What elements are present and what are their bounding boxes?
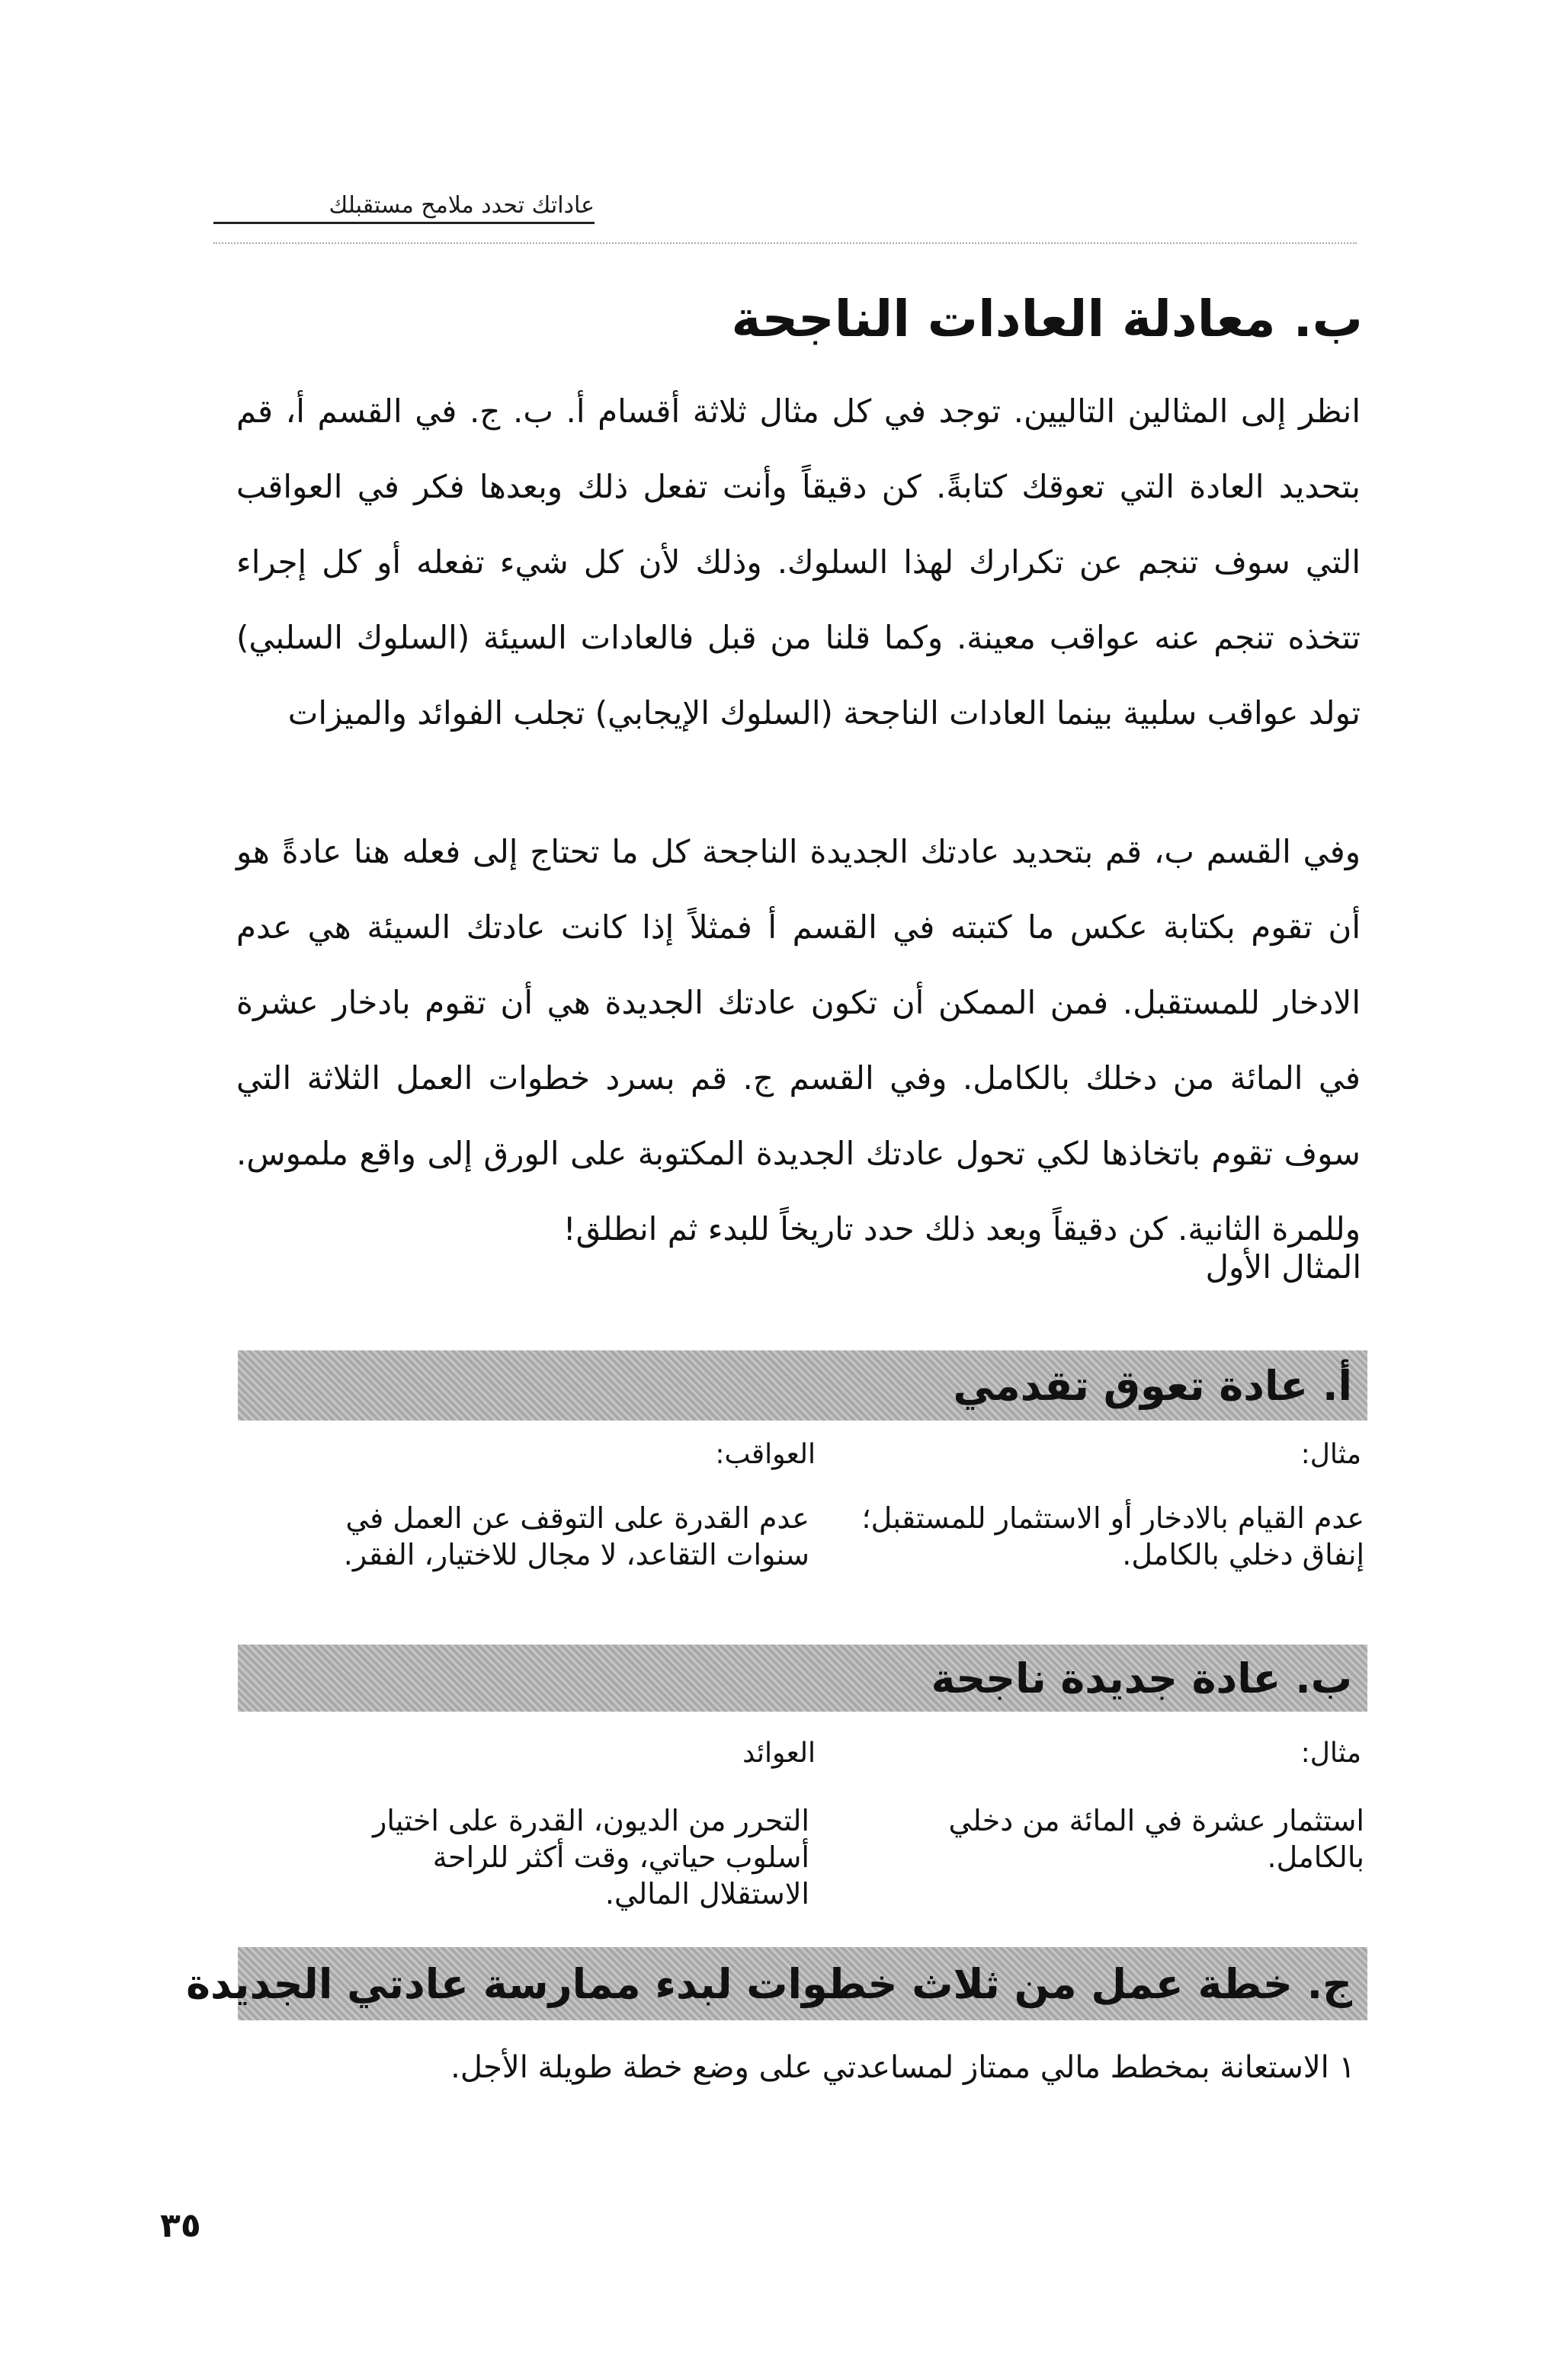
heading-a: أ. عادة تعوق تقدمي	[953, 1361, 1352, 1410]
text-example-b: استثمار عشرة في المائة من دخلي بالكامل.	[948, 1804, 1364, 1874]
heading-b: ب. عادة جديدة ناجحة	[931, 1654, 1352, 1703]
text-example-a: عدم القيام بالادخار أو الاستثمار للمستقبل؛ إنفاق دخلي بالكامل.	[861, 1501, 1364, 1571]
page-number: ٣٥	[160, 2206, 201, 2245]
label-benefits: العوائد	[742, 1738, 816, 1769]
heading-c: ج. خطة عمل من ثلاث خطوات لبدء ممارسة عادتي الجديدة	[186, 1959, 1352, 2008]
paragraph-1: انظر إلى المثالين التاليين. توجد في كل مثال ثلاثة أقسام أ. ب. ج. في القسم أ، قم بتحديد العادة التي تعوقك كتابةً. كن دقيقاً وأنت تفعل ذلك وبعدها فكر في العواقب التي سوف تنجم عن تكرارك لهذا السلوك. وذلك لأن كل شيء تفعله أو كل إجراء تتخذه تنجم عنه عواقب معينة. وكما قلنا من قبل فالعادات السيئة (السلوك السلبي) تولد عواقب سلبية بينما العادات الناجحة (السلوك الإيجابي) تجلب الفوائد والميزات	[236, 392, 1361, 732]
example-label: المثال الأول	[1205, 1248, 1361, 1286]
label-example-b: مثال:	[1300, 1738, 1361, 1769]
text-consequences: عدم القدرة على التوقف عن العمل في سنوات التقاعد، لا مجال للاختيار، الفقر.	[343, 1501, 809, 1571]
header-divider	[213, 242, 1357, 244]
heading-bar-a	[238, 1350, 1367, 1421]
section-title: ب. معادلة العادات الناجحة	[731, 290, 1363, 348]
paragraph-2: وفي القسم ب، قم بتحديد عادتك الجديدة الناجحة كل ما تحتاج إلى فعله هنا عادةً هو أن تقوم بكتابة عكس ما كتبته في القسم أ فمثلاً إذا كانت عادتك السيئة هي عدم الادخار للمستقبل. فمن الممكن أن تكون عادتك الجديدة هي أن تقوم بادخار عشرة في المائة من دخلك بالكامل. وفي القسم ج. قم بسرد خطوات العمل الثلاثة التي سوف تقوم باتخاذها لكي تحول عادتك الجديدة المكتوبة على الورق إلى واقع ملموس. وللمرة الثانية. كن دقيقاً وبعد ذلك حدد تاريخاً للبدء ثم انطلق!	[236, 833, 1361, 1248]
running-header: عاداتك تحدد ملامح مستقبلك	[213, 192, 595, 224]
heading-bar-c	[186, 1947, 1367, 2020]
text-benefits: التحرر من الديون، القدرة على اختيار أسلوب حياتي، وقت أكثر للراحة الاستقلال المالي.	[373, 1804, 809, 1911]
label-consequences: العواقب:	[715, 1439, 816, 1470]
heading-bar-b	[238, 1645, 1367, 1712]
label-example-a: مثال:	[1300, 1439, 1361, 1470]
action-step-1: ١ الاستعانة بمخطط مالي ممتاز لمساعدتي على وضع خطة طويلة الأجل.	[450, 2050, 1355, 2085]
